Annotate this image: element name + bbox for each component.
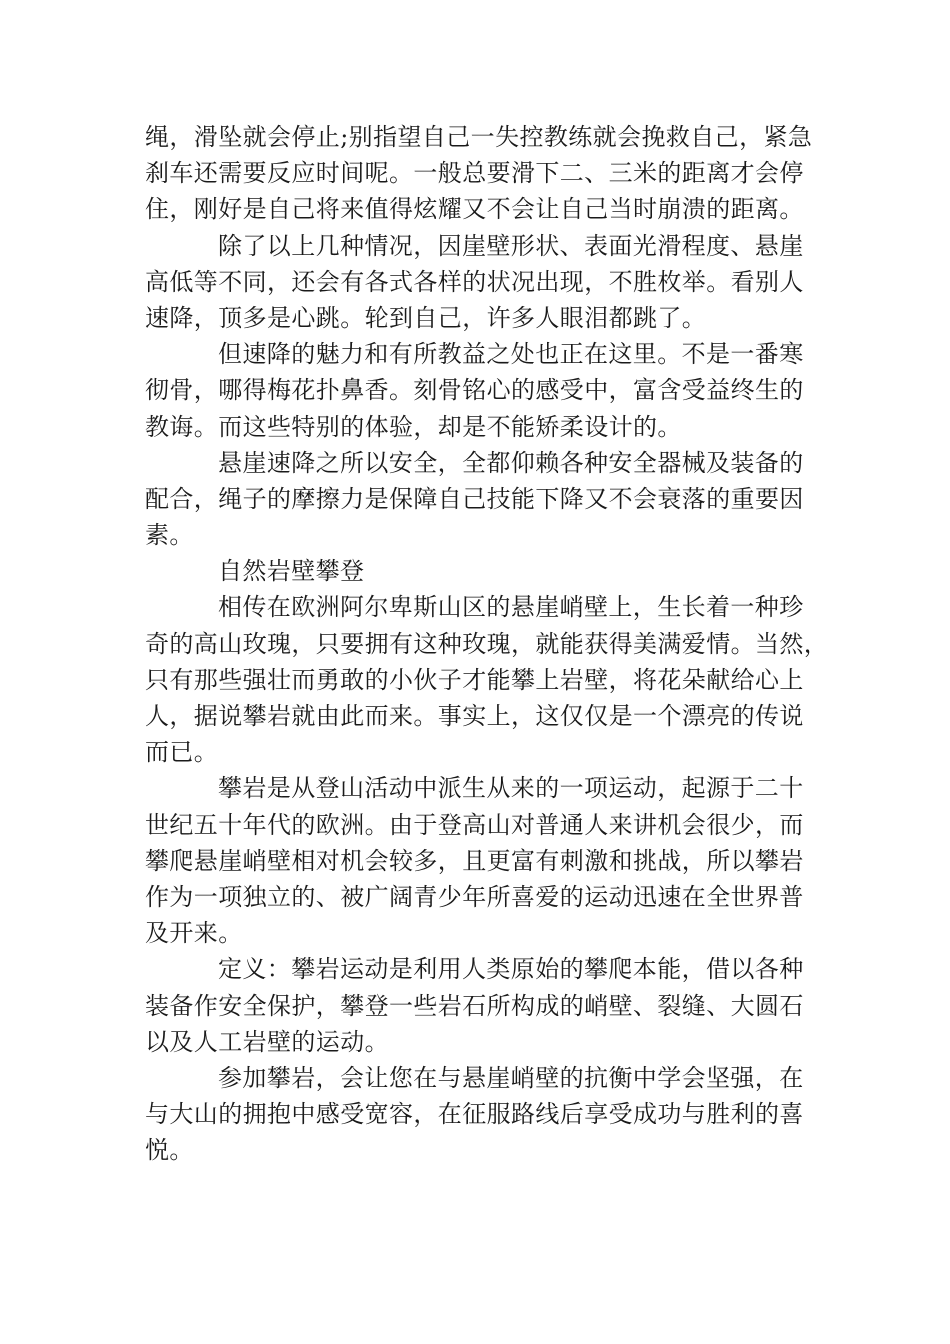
paragraph-line: 奇的高山玫瑰，只要拥有这种玫瑰，就能获得美满爱情。当然， xyxy=(145,629,829,658)
paragraph-line: 素。 xyxy=(145,521,194,550)
paragraph-line: 装备作安全保护，攀登一些岩石所构成的峭壁、裂缝、大圆石 xyxy=(145,991,804,1020)
paragraph xyxy=(145,336,805,445)
paragraph-line: 高低等不同，还会有各式各样的状况出现，不胜枚举。看别人 xyxy=(145,267,804,296)
paragraph-line: 彻骨，哪得梅花扑鼻香。刻骨铭心的感受中，富含受益终生的 xyxy=(145,376,804,405)
paragraph-line: 攀岩是从登山活动中派生从来的一项运动，起源于二十 xyxy=(218,774,804,803)
paragraph-line: 住，刚好是自己将来值得炫耀又不会让自己当时崩溃的距离。 xyxy=(145,195,804,224)
paragraph xyxy=(145,1060,805,1169)
paragraph-line: 除了以上几种情况，因崖壁形状、表面光滑程度、悬崖 xyxy=(218,231,804,260)
paragraph-line: 只有那些强壮而勇敢的小伙子才能攀上岩壁，将花朵献给心上 xyxy=(145,665,804,694)
paragraph xyxy=(145,589,829,770)
paragraph-line: 及开来。 xyxy=(145,919,243,948)
paragraph xyxy=(145,951,805,1060)
paragraph-line: 攀爬悬崖峭壁相对机会较多，且更富有刺激和挑战，所以攀岩 xyxy=(145,846,804,875)
paragraph-line: 人，据说攀岩就由此而来。事实上，这仅仅是一个漂亮的传说 xyxy=(145,702,804,730)
paragraph-line: 绳，滑坠就会停止;别指望自己一失控教练就会挽救自己，紧急 xyxy=(145,123,813,151)
paragraph-line: 世纪五十年代的欧洲。由于登高山对普通人来讲机会很少，而 xyxy=(145,810,804,839)
paragraph-line: 速降，顶多是心跳。轮到自己，许多人眼泪都跳了。 xyxy=(145,303,707,332)
paragraph-line: 参加攀岩，会让您在与悬崖峭壁的抗衡中学会坚强，在 xyxy=(218,1063,804,1092)
paragraph-line: 悬崖速降之所以安全，全都仰赖各种安全器械及装备的 xyxy=(218,448,804,477)
paragraph-line: 相传在欧洲阿尔卑斯山区的悬崖峭壁上，生长着一种珍 xyxy=(218,593,804,622)
paragraph-line: 定义：攀岩运动是利用人类原始的攀爬本能，借以各种 xyxy=(218,955,804,984)
paragraph-line: 配合，绳子的摩擦力是保障自己技能下降又不会衰落的重要因 xyxy=(145,484,804,513)
paragraph-line: 但速降的魅力和有所教益之处也正在这里。不是一番寒 xyxy=(218,340,804,369)
paragraph xyxy=(145,770,805,951)
document-body xyxy=(145,119,829,1168)
paragraph-line: 作为一项独立的、被广阔青少年所喜爱的运动迅速在全世界普 xyxy=(145,882,804,911)
paragraph xyxy=(145,228,805,337)
paragraph-line: 以及人工岩壁的运动。 xyxy=(145,1027,389,1056)
paragraph-line: 而已。 xyxy=(145,738,219,767)
paragraph xyxy=(145,119,813,228)
section-heading xyxy=(145,553,805,589)
paragraph xyxy=(145,445,805,554)
paragraph-line: 悦。 xyxy=(145,1136,194,1165)
paragraph-line: 与大山的拥抱中感受宽容，在征服路线后享受成功与胜利的喜 xyxy=(145,1100,804,1129)
section-heading-text: 自然岩壁攀登 xyxy=(218,557,365,586)
paragraph-line: 教诲。而这些特别的体验，却是不能矫柔设计的。 xyxy=(145,412,682,441)
paragraph-line: 刹车还需要反应时间呢。一般总要滑下二、三米的距离才会停 xyxy=(145,159,804,188)
